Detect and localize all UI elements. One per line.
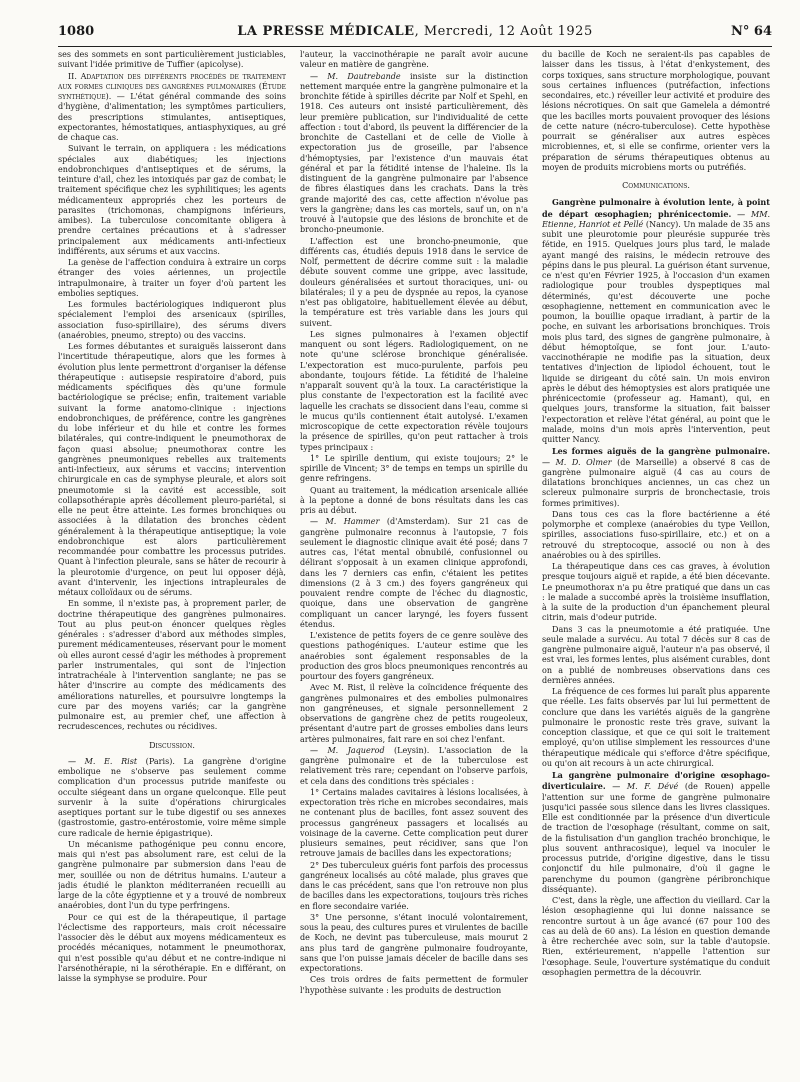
page-header (58, 24, 772, 47)
paragraph: Quant au traitement, la médication arsenicale alliée à la peptone a donné de bons résultats dans les cas pris au début. (300, 485, 528, 515)
paragraph: 2° Des tuberculeux guéris font parfois des processus gangréneux localisés au côté malade, plus graves que dans le cas précédent, sans que l'on retrouve non plus de bacilles dans les expectorations, toujours très riches en flore secondaire variée. (300, 860, 528, 911)
communication-title: La gangrène pulmonaire d'origine œsophago-diverticulaire. (542, 770, 770, 792)
section-heading: II. Adaptation des différents procédés de traitement aux formes cliniques des gangrènes pulmonaires (Étude synthétique). (58, 71, 286, 101)
section-paragraph (58, 72, 286, 144)
column-3 (542, 50, 770, 1074)
page-number: 1080 (58, 24, 95, 39)
paragraph: L'existence de petits foyers de ce genre soulève des questions pathogéniques. L'auteur estime que les anaérobies sont également responsables de la production des gros blocs pneumoniques rencontrés au pourtour des foyers gangréneux. (300, 631, 528, 681)
paragraph: 1° Certains malades cavitaires à lésions localisées, à expectoration très riche en microbes secondaires, mais ne contenant plus de bacilles, font assez souvent des processus gangréneux passagers et localisés au voisinage de la caverne. Cette complication peut durer plusieurs semaines, peut récidiver, sans que l'on retrouve jamais de bacilles dans les expectorations; (300, 787, 528, 859)
communication-authors: — M. D. Olmer (542, 457, 612, 467)
paragraph-text: — L'état général commande des soins d'hygiène, d'alimentation; les symptômes particuliers, des prescriptions stimulantes, antiseptiques, expectorantes, hémostatiques, antiasphyxiques, au gré de chaque cas. (58, 92, 286, 142)
paragraph: 1° Le spirille dentium, qui existe toujours; 2° le spirille de Vincent; 3° de temps en temps un spirille du genre refringens. (300, 453, 528, 484)
paragraph: La thérapeutique dans ces cas graves, à évolution presque toujours aiguë et rapide, a été bien décevante. Le pneumothorax n'a pu être pratiqué que dans un cas : le malade a succombé après la troisième insufflation, à la suite de la production d'un épanchement pleural citrin, mais d'odeur putride. (542, 562, 770, 623)
article-body (58, 50, 772, 1074)
column-1 (58, 50, 286, 1074)
paragraph-text: (de Marseille) a observé 8 cas de gangrène pulmonaire aiguë (4 cas au cours de dilatations bronchiques anciennes, un cas chez un sclereux pulmonaire surpris de bronchectasie, trois formes primitives). (542, 457, 770, 508)
communication-title: Gangrène pulmonaire à évolution lente, à point de départ œsophagien; phrénicectomie. (542, 197, 770, 219)
paragraph-text: insiste sur la distinction nettement marquée entre la gangrène pulmonaire et la bronchite fétide à spirilles décrite par Nolf et Spehl, en 1918. Ces auteurs ont insisté particulièrement, dès leur première publication, sur l'individualité de cette affection : tout d'abord, ils peuvent la différencier de la bronchite de Castellani et de celle de Violle à expectoration jus de groseille, par l'absence d'hémoptysies, par l'existence d'un mauvais état général et par la fétidité intense de l'haleine. Ils la distinguent de la gangrène pulmonaire par l'absence de fibres élastiques dans les crachats. Dans la très grande majorité des cas, cette affection n'évolue pas vers la gangrène; dans les cas mortels, sauf un, on n'a trouvé à l'autopsie que des lésions de bronchite et de broncho-pneumonie. (300, 71, 528, 235)
paragraph: Suivant le terrain, on appliquera : les médications spéciales aux diabétiques; les injections endobronchiques d'antiseptiques et de sérums, la teinture d'ail, chez les intoxiqués par gaz de combat; le traitement spécifique chez les syphilitiques; les agents médicamenteux appropriés chez les porteurs de parasites (trichomonas, champignons inférieurs, amibes). La tuberculose concomitante obligera à prendre certaines précautions et à s'adresser principalement aux médicaments anti-infectieux indifférents, aux sérums et aux vaccins. (58, 144, 286, 256)
paragraph: C'est, dans la règle, une affection du vieillard. Car la lésion œsophagienne qui lui donne naissance se rencontre surtout à un âge avancé (67 pour 100 des cas au delà de 60 ans). La lésion en question demande à être recherchée avec soin, sur la table d'autopsie. Rien, extérieurement, n'appelle l'attention sur l'œsophage. Seule, l'ouverture systématique du conduit œsophagien permettra de la découvrir. (542, 896, 770, 977)
communication-authors: — M. F. Dévé (605, 782, 679, 792)
speaker-name: — M. Dautrebande (310, 71, 401, 81)
communications-heading: Communications. (622, 181, 690, 190)
speaker-paragraph (300, 517, 528, 630)
paragraph: Les formules bactériologiques indiqueront plus spécialement l'emploi des arsenicaux (spirilles, association fuso-spirillaire), des sérums divers (anaérobies, pneumo, strepto) ou des vaccins. (58, 300, 286, 340)
paragraph-text: (Leysin). L'association de la gangrène pulmonaire et de la tuberculose est relativement très rare; cependant on l'observe parfois, et cela dans des conditions très spéciales : (300, 745, 528, 786)
paragraph: Un mécanisme pathogénique peu connu encore, mais qui n'est pas absolument rare, est celui de la gangrène pulmonaire par submersion dans l'eau de mer, souillée ou non de détritus humains. L'auteur a jadis étudié le plankton méditerranéen recueilli au large de la côte égyptienne et y a trouvé de nombreux anaérobies, dont l'un du type perfringens. (58, 839, 286, 911)
issue-number: N° 64 (731, 24, 772, 39)
paragraph: Dans 3 cas la pneumotomie a été pratiquée. Une seule malade a survécu. Au total 7 décès sur 8 cas de gangrène pulmonaire aiguë, l'auteur n'a pas observé, il est vrai, les formes lentes, plus aisément curables, dont on a publié de nombreuses observations dans ces dernières années. (542, 624, 770, 685)
paragraph: La fréquence de ces formes lui paraît plus apparente que réelle. Les faits observés par lui lui permettent de conclure que dans les variétés aiguës de la gangrène pulmonaire le pronostic reste très grave, suivant la conception classique, et que ce qui soit le traitement employé, qu'on utilise simplement les ressources d'une thérapeutique médicale qui s'efforce d'être spécifique, ou qu'on ait recours à un acte chirurgical. (542, 687, 770, 768)
journal-title (58, 24, 772, 39)
communication-paragraph (542, 197, 770, 445)
paragraph: Les formes débutantes et suraiguës laisseront dans l'incertitude thérapeutique, alors que les formes à évolution plus lente permettront d'organiser la défense thérapeutique : autisepsie respiratoire d'abord, puis médicaments spécifiques dès qu'une formule bactériologique se précise; enfin, traitement variable suivant la forme anatomo-clinique : injections endobronchiques, de préférence, contre les gangrènes du lobe inférieur et du hile et contre les formes bilatérales, qui contre-indiquent le pneumothorax de façon quasi absolue; pneumothorax contre les gangrènes pneumoniques rebelles aux traitements anti-infectieux, aux sérums et vaccins; intervention chirurgicale en cas de symphyse pleurale, et alors soit pneumotomie si la cavité est accessible, soit collapsothérapie après décollement pleuro-pariétal, si elle ne peut être atteinte. Les formes bronchiques ou associées à la dilatation des bronches cèdent généralement à la thérapeutique antiseptique; la voie endobronchique est alors particulièrement recommandée pour combattre les processus putrides. Quant à l'infection pleurale, sans se hâter de recourir à la pleurotomie d'urgence, on peut lui opposer déjà, avant d'intervenir, les injections intrapleurales de métaux colloïdaux ou de sérums. (58, 342, 286, 597)
paragraph: ses des sommets en sont particulièrement justiciables, suivant l'idée primitive de Tuffier (apicolyse). (58, 50, 286, 70)
speaker-paragraph (58, 757, 286, 839)
paragraph: En somme, il n'existe pas, à proprement parler, de doctrine thérapeutique des gangrènes pulmonaires. Tout au plus peut-on énoncer quelques règles générales : s'adresser d'abord aux méthodes simples, purement médicamenteuses, réservant pour le moment où elles auront cessé d'agir les méthodes à proprement parler instrumentales, qui sont de l'injection intratrachéale à l'intervention sanglante; ne pas se hâter d'inscrire au compte des médicaments des améliorations naturelles, et poursuivre longtemps la cure par des moyens variés; car la gangrène pulmonaire est, au premier chef, une affection à recrudescences, rechutes ou récidives. (58, 599, 286, 732)
paragraph-text: (Paris). La gangrène d'origine embolique ne s'observe pas seulement comme complication d'un processus putride manifeste ou occulte siégeant dans un organe quelconque. Elle peut survenir à la suite d'opérations chirurgicales aseptiques portant sur le tube digestif ou ses annexes (gastrostomie, gastro-entérostomie, voire même simple cure radicale de hernie épigastrique). (58, 756, 286, 838)
column-2 (300, 50, 528, 1074)
paragraph: Ces trois ordres de faits permettent de formuler l'hypothèse suivante : les produits de destruction (300, 975, 528, 995)
speaker-paragraph (300, 746, 528, 787)
paragraph: 3° Une personne, s'étant inoculé volontairement, sous la peau, des cultures pures et virulentes de bacille de Koch, ne devint pas tuberculeuse, mais mourut 2 ans plus tard de gangrène pulmonaire foudroyante, sans que l'on puisse jamais déceler de bacille dans ses expectorations. (300, 912, 528, 973)
issue-date: , Mercredi, 12 Août 1925 (414, 24, 593, 39)
paragraph-text: (Nancy). Un malade de 35 ans subit une pleurotomie pour pleurésie suppurée très fétide, en 1915. Quelques jours plus tard, le malade ayant mangé des raisins, le médecin retrouve des pépins dans le pus pleural. La guérison étant survenue, ce n'est qu'en Février 1925, à l'occasion d'un examen radiologique pour troubles dyspeptiques mal déterminés, qu'est découverte une poche œsophagienne, nettement en communication avec le poumon, la bouillie opaque irradiant, à partir de la poche, en suivant les arborisations bronchiques. Trois mois plus tard, des signes de gangrène pulmonaire, à début hémoptoïque, se font jour. L'auto-vaccinothérapie ne modifie pas la situation, deux tentatives d'injection de lipiodol échouent, tout le liquide se dirigeant du côté sain. Un mois environ après le début des hémoptysies est alors pratiquée une phrénicectomie (professeur ag. Hamant), qui, en quelques jours, transforme la situation, fait baisser l'expectoration et relève l'état général, au point que le malade, moins d'un mois après l'intervention, peut quitter Nancy. (542, 219, 770, 444)
speaker-name: — M. Jaquerod (310, 745, 385, 755)
speaker-name: — M. Hammer (310, 517, 380, 527)
paragraph: La genèse de l'affection conduira à extraire un corps étranger des voies aériennes, un projectile intrapulmonaire, à traiter un foyer d'où partent les embolies septiques. (58, 258, 286, 298)
communication-title: Les formes aiguës de la gangrène pulmonaire. (552, 446, 770, 457)
communication-paragraph (542, 446, 770, 509)
communication-paragraph (542, 770, 770, 895)
speaker-paragraph (300, 72, 528, 236)
paragraph: Avec M. Rist, il relève la coïncidence fréquente des gangrènes pulmonaires et des embolies pulmonaires non gangréneuses, et signale personnellement 2 observations de gangrène chez de petits rougeoleux, présentant d'autre part de grosses embolies dans leurs artères pulmonaires, fait rare en soi chez l'enfant. (300, 683, 528, 744)
paragraph: du bacille de Koch ne seraient-ils pas capables de laisser dans les tissus, à l'état d'enkystement, des corps toxiques, sans structure morphologique, pouvant sous certaines influences (putréfaction, infections secondaires, etc.) réveiller leur activité et produire des lésions nécrotiques. On sait que Gamelela a démontré que les bacilles morts pouvaient provoquer des lésions de cette nature (nécro-tuberculose). Cette hypothèse pourrait se généraliser aux autres espèces microbiennes, et, si elle se confirme, orienter vers la préparation de sérums thérapeutiques obtenus au moyen de produits microbiens morts ou putréfiés. (542, 50, 770, 172)
paragraph: Pour ce qui est de la thérapeutique, il partage l'éclectisme des rapporteurs, mais croit nécessaire l'associer dès le début aux moyens médicamenteux es procédés mécaniques, notamment le pneumothorax, qui n'est possible qu'au début et ne contre-indique ni l'arsénothérapie, ni la sérothérapie. En e différant, on laisse la symphyse se produire. Pour (58, 912, 286, 983)
speaker-name: — M. E. Rist (68, 756, 138, 766)
paragraph: Les signes pulmonaires à l'examen objectif manquent ou sont légers. Radiologiquement, on ne note qu'une sclérose bronchique généralisée. L'expectoration est muco-purulente, parfois peu abondante, toujours fétide. La fétidité de l'haleine n'apparaît souvent qu'à la toux. La caractéristique la plus constante de l'expectoration est la facilité avec laquelle les crachats se dissocient dans l'eau, comme si le mucus qu'ils contiennent était autolysé. L'examen microscopique de cette expectoration révèle toujours la présence de spirilles, qu'on peut rattacher à trois types principaux : (300, 329, 528, 452)
discussion-heading: Discussion. (149, 740, 195, 750)
paragraph-text: (de Rouen) appelle l'attention sur une forme de gangrène pulmonaire jusqu'ici passée sous silence dans les livres classiques. Elle est conditionnée par la présence d'un diverticule de traction de l'œsophage (résultant, comme on sait, de la fistulisation d'un ganglion trachéo bronchique, le plus souvent anthracosique), lequel va inoculer le processus putride, d'origine digestive, dans le tissu conjonctif du hile pulmonaire, d'où il gagne le parenchyme du poumon (gangrène péribronchique disséquante). (542, 782, 770, 894)
paragraph: L'affection est une broncho-pneumonie, que différents cas, étudiés depuis 1918 dans le service de Nolf, permettent de décrire comme suit : la maladie débute souvent comme une grippe, avec lassitude, douleurs généralisées et surtout thoraciques, uni- ou bilatérales; il y a peu de dyspnée au repos, la cyanose n'est pas obligatoire, habituellement élevée au début, la température est très variable dans les jours qui suivent. (300, 236, 528, 328)
paragraph: l'auteur, la vaccinothérapie ne paraît avoir aucune valeur en matière de gangrène. (300, 50, 528, 70)
journal-name: LA PRESSE MÉDICALE (237, 24, 415, 39)
paragraph-text: (d'Amsterdam). Sur 21 cas de gangrène pulmonaire reconnus à l'autopsie, 7 fois seulement le diagnostic clinique avait été posé; dans 7 autres cas, l'état mental obnubilé, confusionnel ou délirant s'opposait à un examen clinique approfondi, dans les 7 derniers cas enfin, c'étaient les petites dimensions (2 à 3 cm.) des foyers gangréneux qui pouvaient rendre compte de l'échec du diagnostic, quoique, dans une observation de gangrène compliquant un cancer laryngé, les foyers fussent étendus. (300, 517, 528, 629)
paragraph: Dans tous ces cas la flore bactérienne a été polymorphe et complexe (anaérobies du type Veillon, spirilles, associations fuso-spirillaire, etc.) et on a retrouvé du streptocoque, associé ou non à des anaérobies ou à des spirilles. (542, 509, 770, 560)
communication-authors: — MM. Etienne, Hanriot et Pellé (542, 209, 770, 229)
